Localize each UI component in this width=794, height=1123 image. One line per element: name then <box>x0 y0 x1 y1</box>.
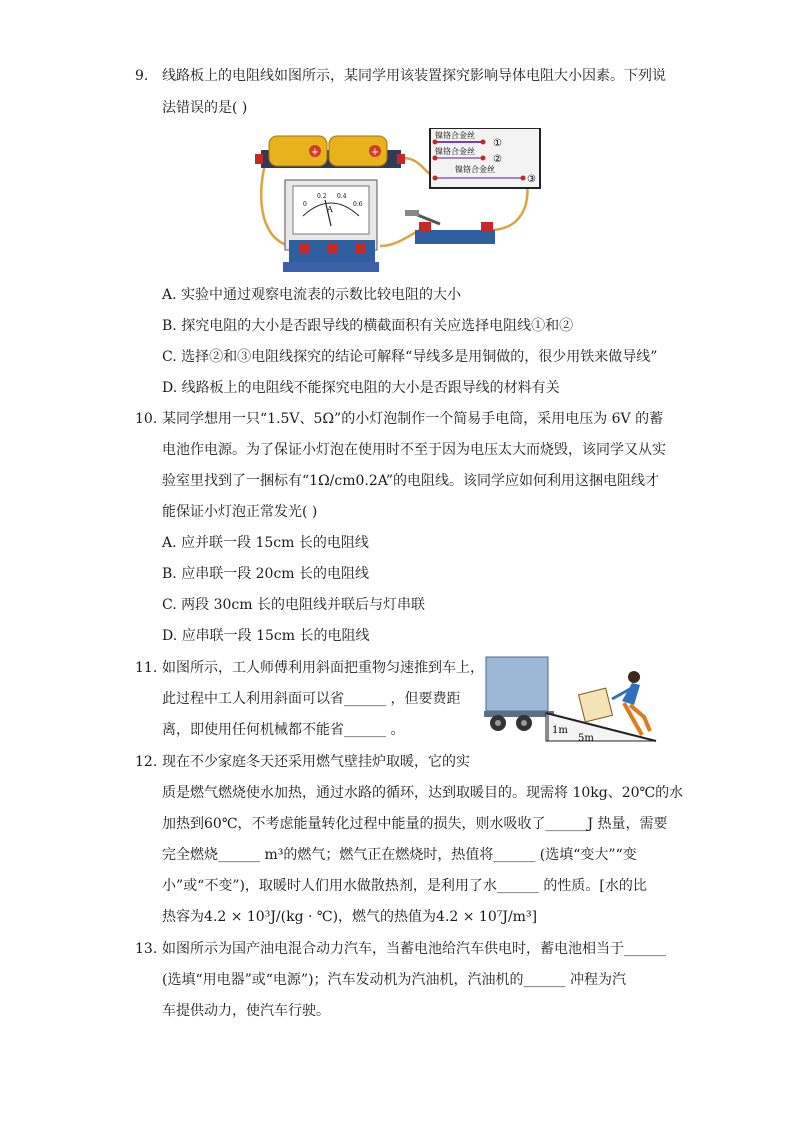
question-10-option-c: C. 两段 30cm 长的电阻线并联后与灯串联 <box>162 597 425 613</box>
question-13-line-2: (选填“用电器”或“电源”)；汽车发动机为汽油机，汽油机的______ 冲程为汽 <box>162 972 627 988</box>
question-10-option-d: D. 应串联一段 15cm 长的电阻线 <box>162 628 370 644</box>
switch-terminal-left <box>419 222 431 232</box>
ramp-truck-figure <box>484 655 660 745</box>
question-13-line-3: 车提供动力，使汽车行驶。 <box>162 1003 330 1019</box>
question-11-line-2: 此过程中工人利用斜面可以省______ ，但要费距 <box>162 691 461 707</box>
question-12-line-2: 质是燃气燃烧使水加热，通过水路的循环，达到取暖目的。现需将 10kg、20℃的水 <box>162 785 684 801</box>
question-12-line-5: 小”或“不变”)，取暖时人们用水做散热剂，是利用了水______ 的性质。[水的比 <box>162 878 647 894</box>
wire-1-mark: ① <box>493 138 502 149</box>
question-10-line-1: 某同学想用一只“1.5V、5Ω”的小灯泡制作一个简易手电筒，采用电压为 6V 的蓄 <box>162 411 664 427</box>
truck-body <box>486 657 548 711</box>
question-13-line-1: 如图所示为国产油电混合动力汽车，当蓄电池给汽车供电时，蓄电池相当于______ <box>162 941 666 957</box>
ramp-truck-svg <box>484 655 660 745</box>
ramp-height-label: 1m <box>552 725 568 736</box>
svg-text:+: + <box>370 147 380 158</box>
circuit-board-figure <box>255 128 550 276</box>
question-12-line-1: 现在不少家庭冬天还采用燃气壁挂炉取暖，它的实 <box>162 754 470 770</box>
wire-label-3: 镍铬合金丝 <box>455 165 495 174</box>
question-11-number: 11. <box>135 660 158 676</box>
wire-top <box>403 158 433 176</box>
question-12-line-6: 热容为4.2 × 10³J/(kg · ℃)，燃气的热值为4.2 × 10⁷J/m³] <box>162 909 538 925</box>
ammeter-tick-1: 0.2 <box>317 193 327 200</box>
svg-text:+: + <box>310 147 320 158</box>
switch-handle <box>405 210 419 216</box>
question-10-option-a: A. 应并联一段 15cm 长的电阻线 <box>162 535 369 551</box>
question-12-line-3: 加热到60℃，不考虑能量转化过程中能量的损失，则水吸收了______J 热量，需要 <box>162 816 668 832</box>
worker-head <box>628 671 640 683</box>
question-9-line-1: 线路板上的电阻线如图所示，某同学用该装置探究影响导体电阻大小因素。下列说 <box>162 68 666 84</box>
switch-terminal-right <box>481 222 493 232</box>
question-11-line-1: 如图所示，工人师傅利用斜面把重物匀速推到车上， <box>162 660 484 676</box>
question-13-number: 13. <box>135 941 158 957</box>
cargo-box <box>579 688 613 722</box>
switch-base <box>415 230 495 244</box>
worker-torso <box>622 683 640 705</box>
wire-middle <box>380 230 420 246</box>
question-9-number: 9. <box>135 68 149 84</box>
question-12-line-4: 完全燃烧______ m³的燃气；燃气正在燃烧时，热值将______ (选填“变大”“变 <box>162 847 637 863</box>
ammeter-terminal-3 <box>355 244 365 254</box>
ramp-length-label: 5m <box>578 733 594 744</box>
question-9-option-d: D. 线路板上的电阻线不能探究电阻的大小是否跟导线的材料有关 <box>162 380 560 396</box>
question-10-option-b: B. 应串联一段 20cm 长的电阻线 <box>162 566 370 582</box>
ammeter-letter: A <box>327 205 333 214</box>
ammeter-terminal-1 <box>299 244 309 254</box>
ammeter-tick-0: 0 <box>303 201 307 208</box>
question-10-number: 10. <box>135 411 158 427</box>
wire-2-mark: ② <box>493 154 502 165</box>
ammeter-terminal-2 <box>327 244 337 254</box>
question-10-line-4: 能保证小灯泡正常发光( ) <box>162 504 318 520</box>
question-12-number: 12. <box>135 754 158 770</box>
question-11-line-3: 离，即使用任何机械都不能省______ 。 <box>162 722 405 738</box>
question-10-line-3: 验室里找到了一捆标有“1Ω/cm0.2A”的电阻线。该同学应如何利用这捆电阻线才 <box>162 473 659 489</box>
ammeter-tick-2: 0.4 <box>337 193 347 200</box>
ammeter-tick-3: 0.6 <box>353 201 363 208</box>
question-10-line-2: 电池作电源。为了保证小灯泡在使用时不至于因为电压太大而烧毁，该同学又从实 <box>162 442 666 458</box>
question-9-option-b: B. 探究电阻的大小是否跟导线的横截面积有关应选择电阻线①和② <box>162 318 574 334</box>
battery-terminal-right <box>397 154 405 164</box>
question-9-line-2: 法错误的是( ) <box>162 100 248 116</box>
question-9-option-c: C. 选择②和③电阻线探究的结论可解释“导线多是用铜做的，很少用铁来做导线” <box>162 349 658 365</box>
wire-3-mark: ③ <box>527 174 536 185</box>
wire-label-2: 镍铬合金丝 <box>435 147 475 156</box>
circuit-board-svg <box>255 128 550 276</box>
battery-terminal-left <box>255 154 263 164</box>
question-9-option-a: A. 实验中通过观察电流表的示数比较电阻的大小 <box>162 287 462 303</box>
wire-label-1: 镍铬合金丝 <box>435 131 475 140</box>
